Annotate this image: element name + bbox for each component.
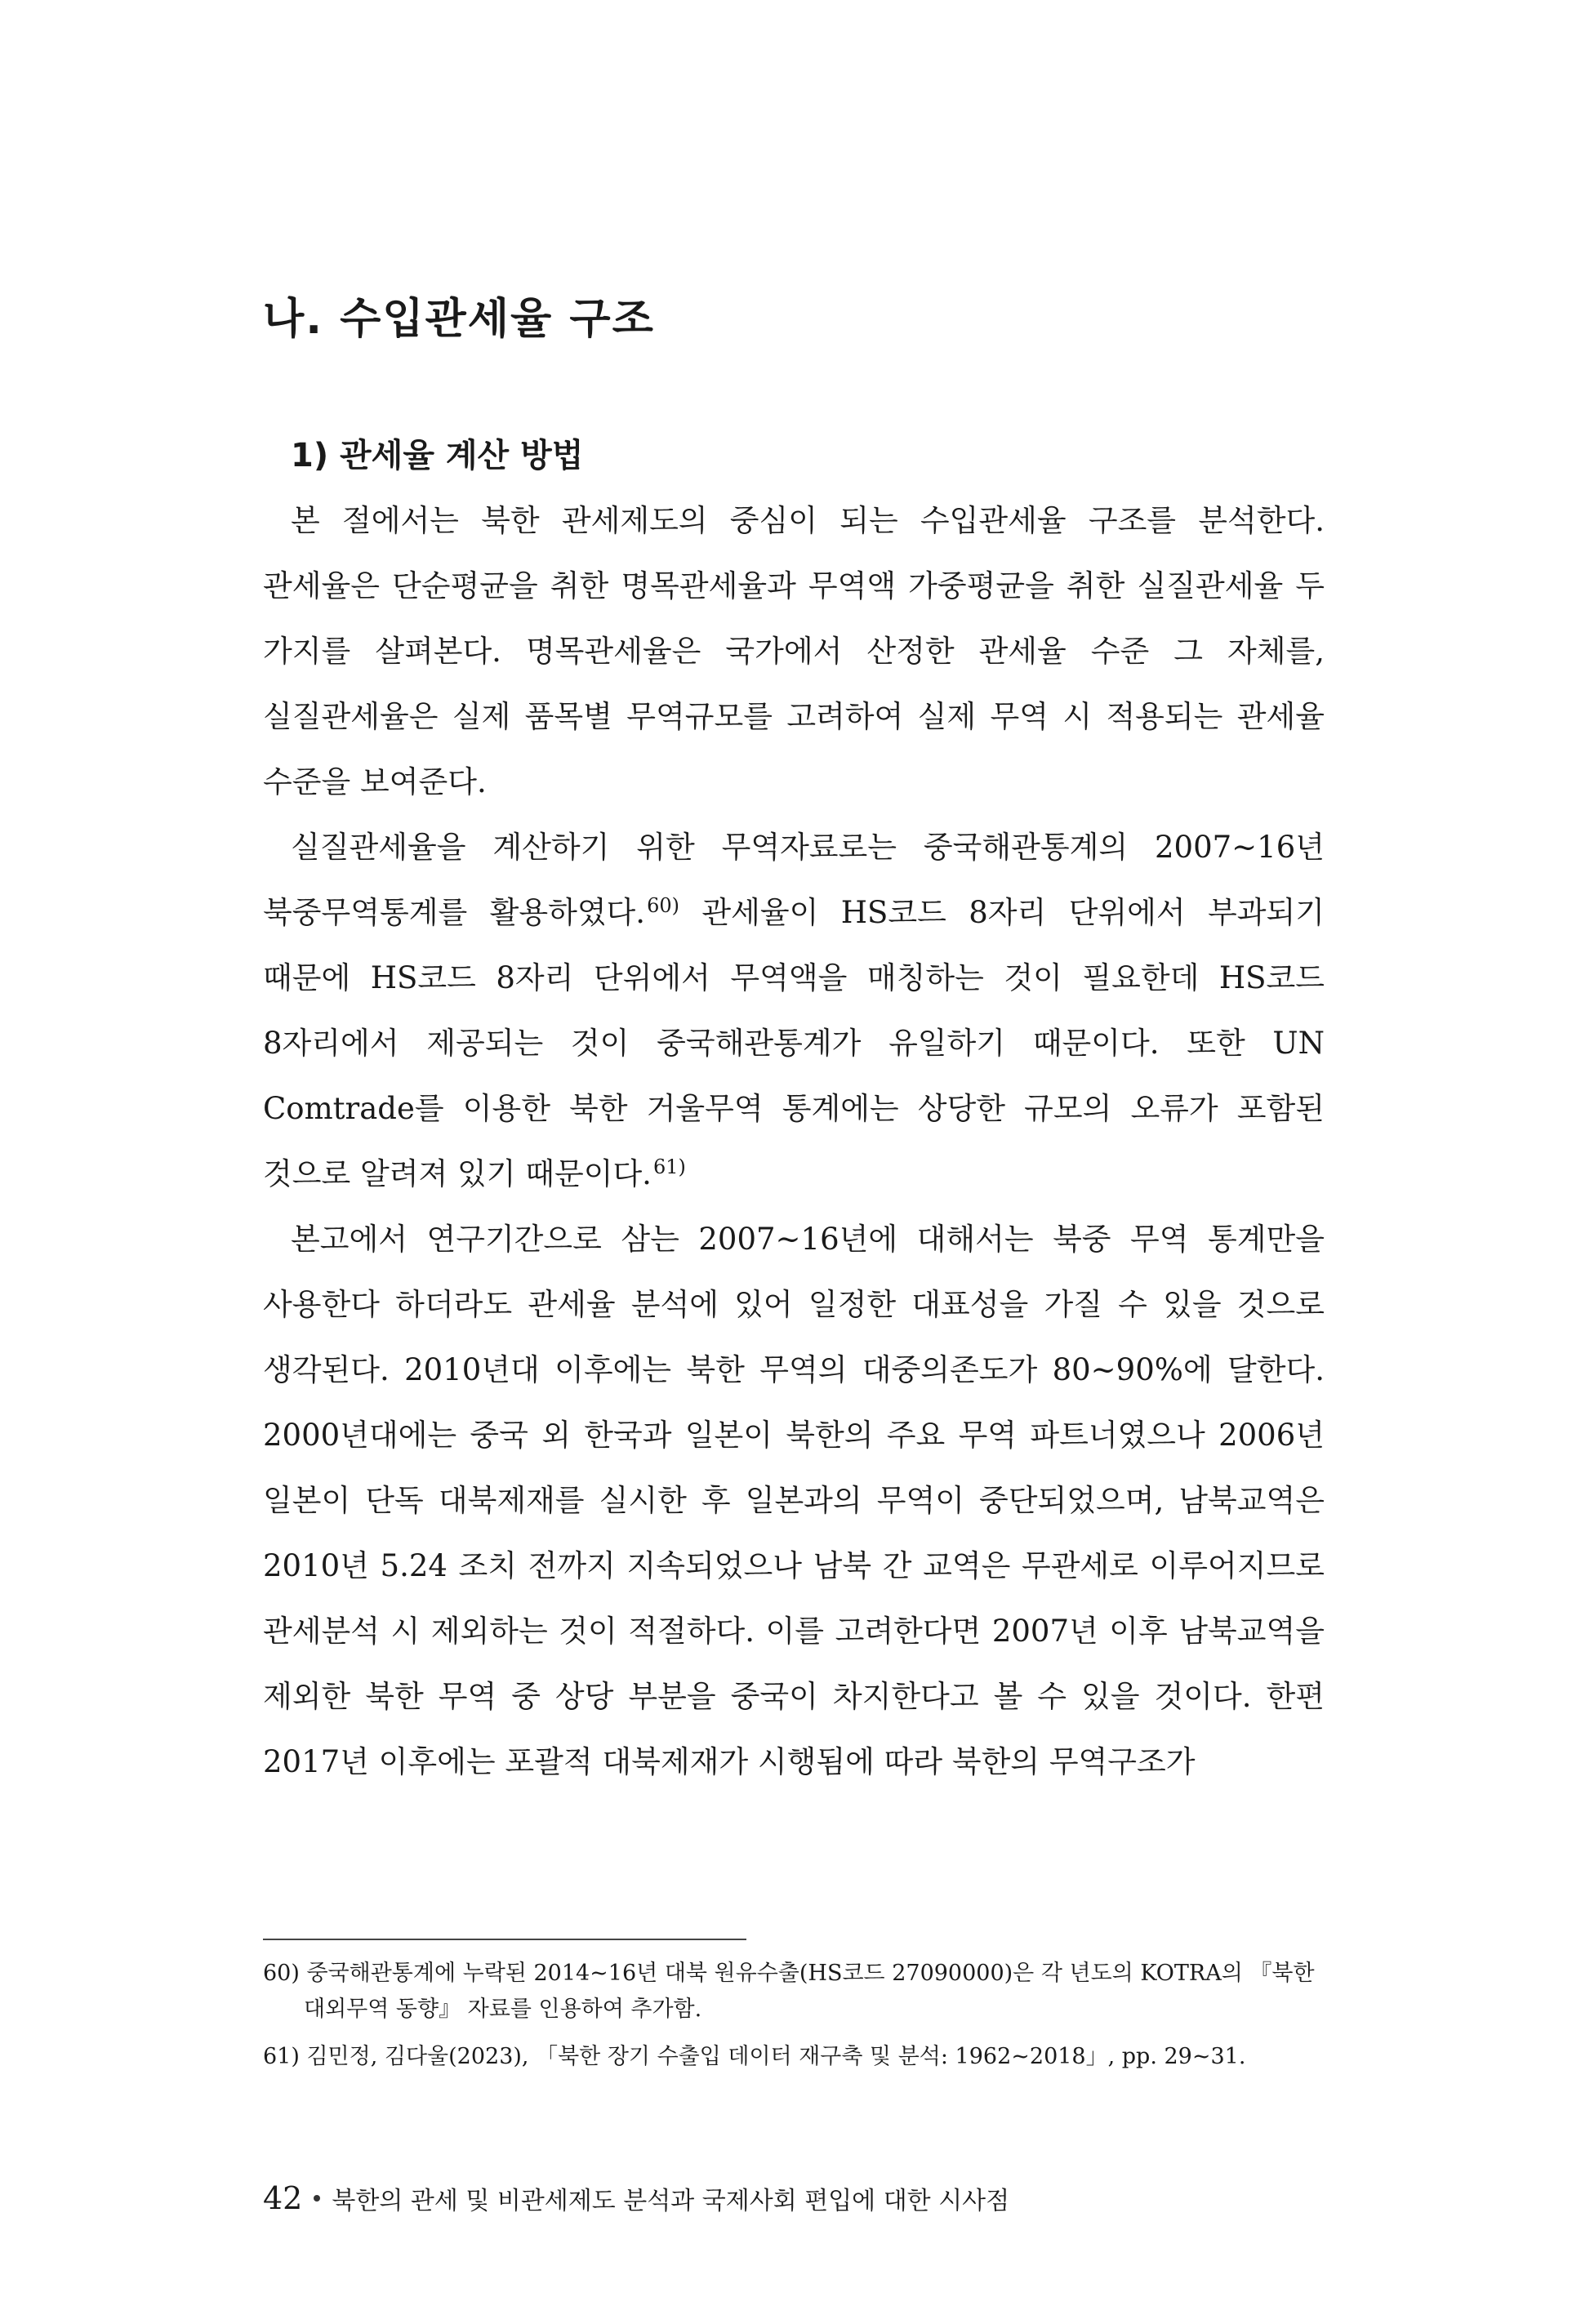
footnote-reference[interactable]: 61): [652, 1155, 686, 1178]
bullet-dot-icon: [314, 2195, 320, 2202]
paragraph: 본고에서 연구기간으로 삼는 2007~16년에 대해서는 북중 무역 통계만을 사용한다 하더라도 관세율 분석에 있어 일정한 대표성을 가질 수 있을 것으로 생각된다. 2010년대 이후에는 북한 무역의 대중의존도가 80~90%에 달한다. 2000년대에는 중국 외 한국과 일본이 북한의 주요 무역 파트너였으나 2006년 일본이 단독 대북제재를 실시한 후 일본과의 무역이 중단되었으며, 남북교역은 2010년 5.24 조치 전까지 지속되었으나 남북 간 교역은 무관세로 이루어지므로 관세분석 시 제외하는 것이 적절하다. 이를 고려한다면 2007년 이후 남북교역을 제외한 북한 무역 중 상당 부분을 중국이 차지한다고 볼 수 있을 것이다. 한편 2017년 이후에는 포괄적 대북제재가 시행됨에 따라 북한의 무역구조가: [263, 1222, 1325, 1779]
footnote-divider: [263, 1939, 746, 1940]
page-footer: [263, 2180, 1009, 2216]
paragraph-text: 실질관세율을 계산하기 위한 무역자료로는 중국해관통계의 2007~16년 북중무역통계를 활용하였다.: [263, 830, 1325, 930]
running-title: 북한의 관세 및 비관세제도 분석과 국제사회 편입에 대한 시사점: [332, 2187, 1010, 2215]
body-text: [263, 488, 1325, 1795]
section-title: 나. 수입관세율 구조: [263, 295, 655, 344]
footnote: 60) 중국해관통계에 누락된 2014~16년 대북 원유수출(HS코드 27090000)은 각 년도의 KOTRA의 『북한 대외무역 동향』 자료를 인용하여 추가함.: [263, 1961, 1315, 2022]
paragraph: 본 절에서는 북한 관세제도의 중심이 되는 수입관세율 구조를 분석한다. 관세율은 단순평균을 취한 명목관세율과 무역액 가중평균을 취한 실질관세율 두 가지를 살펴본다. 명목관세율은 국가에서 산정한 관세율 수준 그 자체를, 실질관세율은 실제 품목별 무역규모를 고려하여 실제 무역 시 적용되는 관세율 수준을 보여준다.: [263, 503, 1325, 799]
footnote: 61) 김민정, 김다울(2023), 「북한 장기 수출입 데이터 재구축 및 분석: 1962~2018」, pp. 29~31.: [263, 2044, 1246, 2069]
footnotes: [263, 1956, 1325, 2086]
page-number: 42: [263, 2180, 303, 2216]
paragraph: [263, 815, 1325, 1207]
footnote-reference[interactable]: 60): [647, 893, 679, 917]
paragraph-text: 관세율이 HS코드 8자리 단위에서 부과되기 때문에 HS코드 8자리 단위에서 무역액을 매칭하는 것이 필요한데 HS코드 8자리에서 제공되는 것이 중국해관통계가 유일하기 때문이다. 또한 UN Comtrade를 이용한 북한 거울무역 통계에는 상당한 규모의 오류가 포함된 것으로 알려져 있기 때문이다.: [263, 895, 1325, 1191]
subsection-title: 1) 관세율 계산 방법: [291, 437, 584, 474]
